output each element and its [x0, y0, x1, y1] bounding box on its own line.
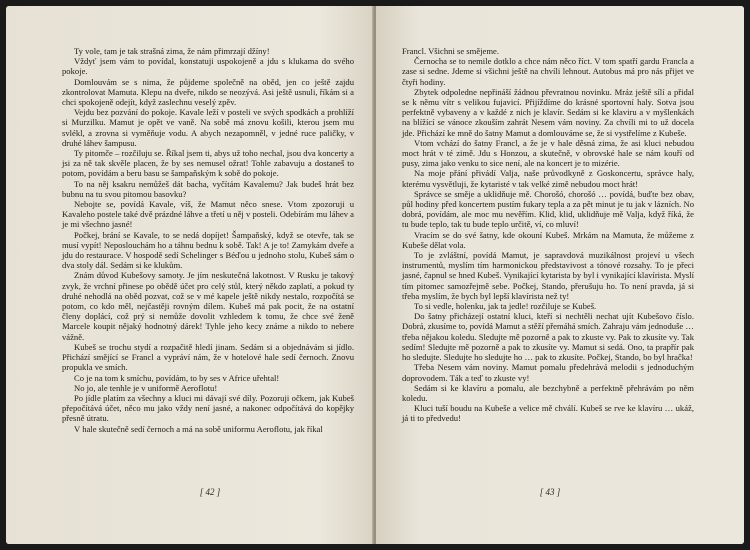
paragraph: Kluci tuší boudu na Kubeše a velice mě chválí. Kubeš se rve ke klavíru … ukáž, já ti to předvedu! — [402, 403, 694, 424]
paragraph: Vejdu bez pozvání do pokoje. Kavale leží v posteli ve svých spodkách a prohlíží si Murzilku. Mamut je opět ve vaně. Na sobě má znovu košili, kterou jsem mu svlékl, a zrovna si vyměňuje vodu. A abych nezapomněl, v jedné ruce paličky, v druhé láhev šampusu. — [62, 107, 354, 148]
paragraph: V hale skutečně sedí černoch a má na sobě uniformu Aeroflotu, jak říkal — [74, 423, 323, 434]
paragraph: Správce se směje a uklidňuje mě. Chorošó, chorošó … povídá, buďte bez obav, půl hodiny před koncertem pustím fukary tepla a za pět minut je tu jak v lázních. No dobrá, povídám, ale moc mu nevěřím. Klid, klid, uklidňuje mě Valja, když říká, že tu bude teplo, tak tu bude teplo určitě, ví, co mluví! — [402, 188, 694, 230]
left-page-text — [62, 46, 354, 434]
right-page-number: [ 43 ] — [539, 487, 561, 497]
paragraph: Znám důvod Kubešovy samoty. Je jím neskutečná lakotnost. V Rusku je takový zvyk, že vrchní přinese po obědě účet pro celý stůl, který někdo zaplatí, a pokud ty druhé nehodlá na oběd pozvat, což se v mé kapele ještě nikdy nestalo, rozpočítá se potom, co kdo měl, nejčastěji rovným dílem. Kubeš má pak pocit, že na ostatní členy doplácí, což prý si nemůže dovolit vzhledem k tomu, že chce své ženě Marcele koupit nějaký hodnotný dárek! Tyhle jeho kecy známe a nikdo to nebere vážně. — [62, 270, 354, 342]
paragraph: Vracím se do své šatny, kde okouní Kubeš. Mrkám na Mamuta, že můžeme z Kubeše dělat vola. — [402, 229, 694, 250]
paragraph: Francl. Všichni se smějeme. — [402, 46, 499, 56]
paragraph: Po jídle platím za všechny a kluci mi dávají své díly. Pozoruji očkem, jak Kubeš přepočítává účet, něco mu jako vždy není jasné, a nakonec odpočítává do kopějky přesně útratu. — [62, 392, 354, 424]
paragraph: No jo, ale tenhle je v uniformě Aeroflotu! — [74, 382, 218, 393]
paragraph: Domlouvám se s nima, že půjdeme společně na oběd, jen co ještě zajdu zkontrolovat Mamuta. Klepu na dveře, nikdo se neozývá. Asi ještě usnuli, říkám si a chci spokojeně odejít, když zaslechnu veselý zpěv. — [62, 76, 354, 108]
right-page-text — [402, 46, 694, 424]
paragraph: Černocha se to nemile dotklo a chce nám něco říct. V tom spatří gardu Francla a zase si sedne. Jdeme si všichni ještě na chvíli lehnout. Autobus má pro nás přijet ve čtyři hodiny. — [402, 56, 694, 87]
paragraph: Co je na tom k smíchu, povídám, to by ses v Africe uřehtal! — [74, 372, 280, 383]
paragraph: Sedám si ke klavíru a pomalu, ale bezchybně a perfektně přehrávám po něm koledu. — [402, 382, 694, 403]
paragraph: Počkej, brání se Kavale, to se nedá dopíjet! Šampaňský, když se otevře, tak se musí vypít! Neposlouchám ho a táhnu bednu k sobě. Tak! A je to! Zamykám dveře a jdu do restaurace. V hospodě sedí Schelinger s Béďou u jednoho stolu, Kubeš sám o dva stoly dál. Sedám si ke klukům. — [62, 229, 354, 271]
right-page — [376, 6, 744, 544]
paragraph: Ty pitomče – rozčiluju se. Říkal jsem ti, abys už toho nechal, jsou dva koncerty a jsi za ně tak skvěle placen, že by ses nemusel ožrat! Tohle zabavuju a dostaneš to potom, povídám a beru basu se šampaňským k sobě do pokoje. — [62, 148, 354, 179]
book-spread — [6, 6, 744, 544]
paragraph: Nebojte se, povídá Kavale, víš, že Mamut něco snese. Vtom zpozoruji u Kavaleho postele také dvě prázdné láhve a třetí u něj v posteli. Odebírám mu láhev a je mi všechno jasné! — [62, 199, 354, 230]
paragraph: Třeba Nesem vám noviny. Mamut pomalu předehrává melodii s jednoduchým doprovodem. Ták a teď to zkuste vy! — [402, 362, 694, 383]
left-page-number: [ 42 ] — [199, 487, 221, 497]
paragraph: Do šatny přicházejí ostatní kluci, kteří si nechtěli nechat ujít Kubešovo číslo. Dobrá, zkusíme to, povídá Mamut a stěží přemáhá smích. Zahraju vám jednoduše … třeba nějakou koledu. Sledujte mě pozorně a pak to zkuste vy. Pak to zkusíte vy. Tak sedím! Sledujte mě pozorně a pak to zkusíte vy. Mamut si sedá. Ono, ta prapřír pak ho sledujte. Sledujte ho sledujte ho … pak to zkusíte. Počkej, Stando, bo byl hračka! — [402, 311, 694, 363]
paragraph: Na moje přání přivádí Valja, naše průvodkyně z Goskoncertu, správce haly, kterému vysvětluji, že kytaristé v tak velké zimě nebudou moct hrát! — [402, 168, 694, 189]
left-page — [6, 6, 374, 544]
paragraph: To je zvláštní, povídá Mamut, je sapravdová muzikálnost projeví u všech instrumentů, myslím tím harmonickou představivost a tónové rozsahy. To je přeci jasné, čapnul se hned Kubeš. Vynikající kytarista by byl i vynikající klavírista. Myslí tím pitomec samozřejmě sebe. Počkej, Stando, přerušuju ho. To není pravda, já si třeba myslím, že bych byl lepší klavírista než ty! — [402, 250, 694, 301]
paragraph: Kubeš se trochu stydí a rozpačitě hledí jinam. Sedám si a objednávám si jídlo. Přichází smějící se Francl a vypráví nám, že v hotelové hale sedí černoch. Znovu propukla ve smích. — [62, 341, 354, 373]
paragraph: Zbytek odpoledne nepřináší žádnou převratnou novinku. Mráz ještě sílí a přidal se k němu vítr s velikou fujavicí. Přijíždíme do krásné sportovní haly. Sotva jsou perfektně vybaveny a v každé z nich je klavír. Sedám si ke klaviru a v myšlenkách na blížící se vánoce zkouším zahrát Nesem vám noviny. Za chvíli mi to už docela jde. Přichází ke mně do šatny Mamut a domlouváme se, že si vystřelíme z Kubeše. — [402, 86, 694, 138]
paragraph: Ty vole, tam je tak strašná zima, že nám přimrzají džíny! — [74, 46, 270, 56]
paragraph: Vtom vchází do šatny Francl, a že je v hale děsná zima, že asi kluci nebudou moct hrát v té zimě. Jdu s Honzou, a skutečně, v obrovské hale se nám kouří od pusy, zima jako venku to sice není, ale na koncert je to mizérie. — [402, 137, 694, 169]
paragraph: Vždyť jsem vám to povídal, konstatuji uspokojeně a jdu s klukama do svého pokoje. — [62, 56, 354, 77]
paragraph: To si vedle, holenku, jak ta jedle! rozčiluje se Kubeš. — [414, 301, 597, 312]
paragraph: To na něj ksakru nemůžeš dát bacha, vyčítám Kavalemu? Jak budeš hrát bez bubnu na tu svou pitomou basovku? — [62, 178, 354, 199]
